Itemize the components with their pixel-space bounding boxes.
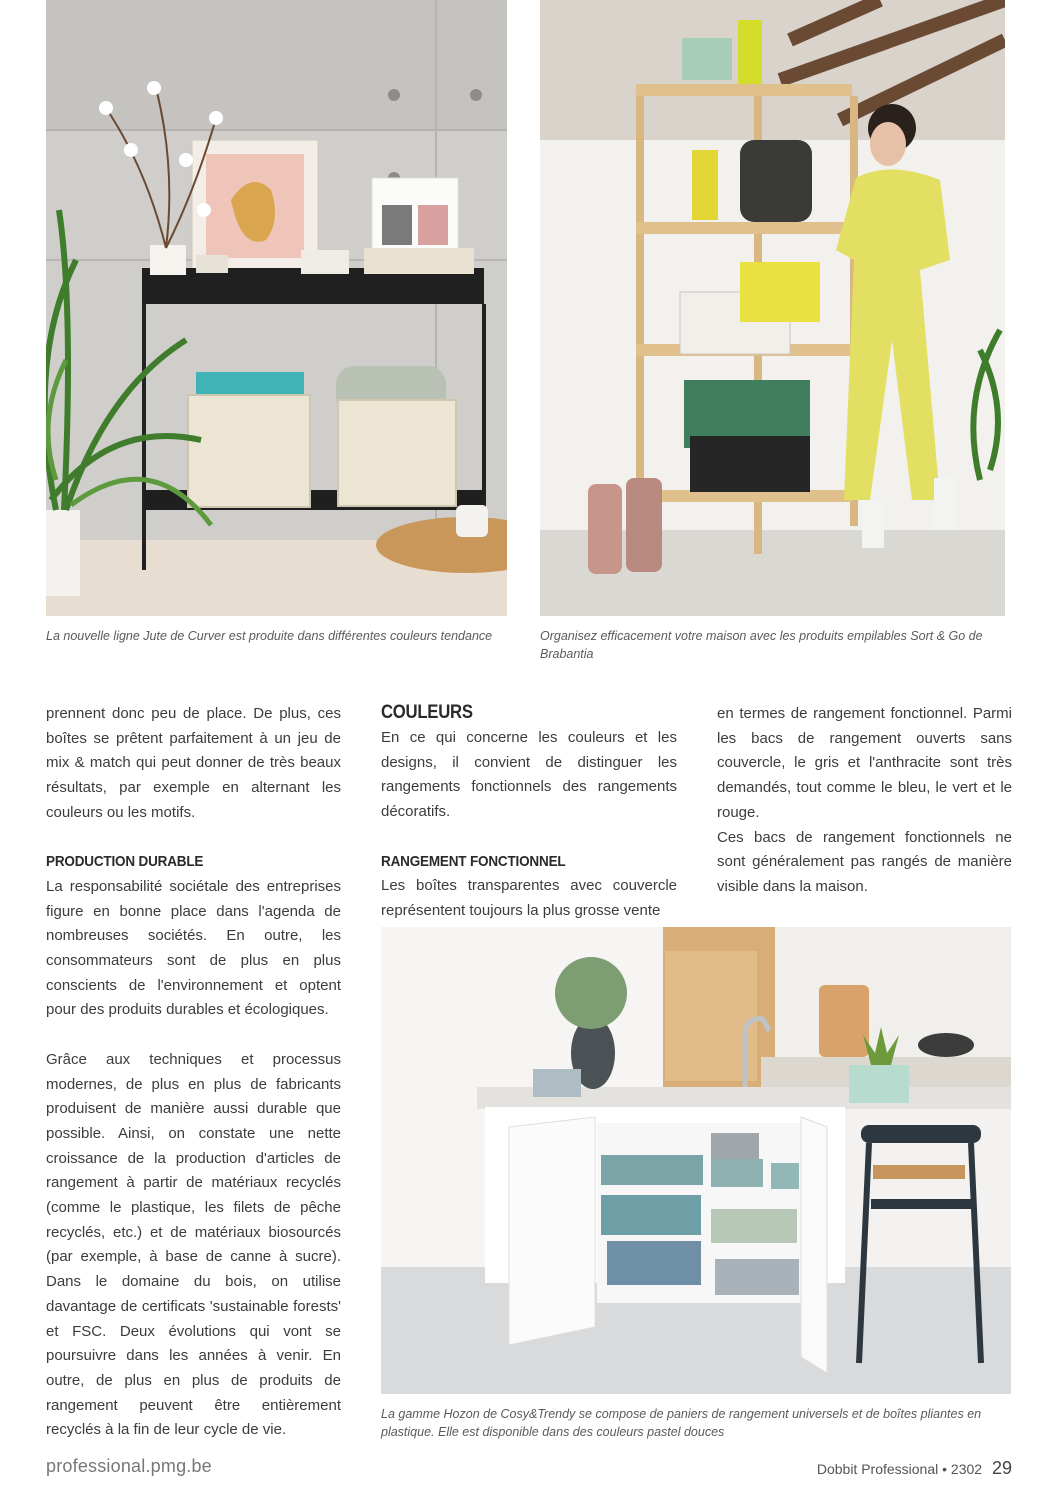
caption-top-right: Organisez efficacement votre maison avec les produits empilables Sort & Go de Brabantia xyxy=(540,629,983,661)
col1-paragraph-3: Grâce aux techniques et processus modernes, de plus en plus de fabricants produisent de manière aussi durable que possible. Ainsi, on constate une nette croissance de la production d'articles de rangement à partir de matériaux recyclés (comme le plastique, les filets de pêche recyclés, etc.) et de matériaux biosourcés (par exemple, à base de canne à sucre). Dans le domaine du bois, on utilise davantage de certificats 'sustainable forests' et FSC. Deux évolutions qui vont se poursuivre dans les années à venir. En outre, de plus en plus de produits de rangement peuvent être entièrement recyclés à la fin de leur cycle de vie. xyxy=(46,1050,341,1439)
photo-jute-baskets xyxy=(46,0,507,616)
col3-paragraph-2: Ces bacs de rangement fonctionnels ne sont généralement pas rangés de manière visible dans la maison. xyxy=(717,828,1012,895)
col2-paragraph-2: Les boîtes transparentes avec couvercle représentent toujours la plus grosse vente xyxy=(381,877,677,919)
caption-bottom: La gamme Hozon de Cosy&Trendy se compose de paniers de rangement universels et de boîtes pliantes en plastique. Elle est disponible dans des couleurs pastel douces xyxy=(381,1407,982,1439)
page-number: 29 xyxy=(991,1458,1012,1478)
footer-website[interactable]: professional.pmg.be xyxy=(46,1456,212,1476)
column-1 xyxy=(46,702,341,1443)
footer-info xyxy=(817,1458,1012,1479)
heading-rangement-fonctionnel: RANGEMENT FONCTIONNEL xyxy=(381,852,566,870)
column-3 xyxy=(717,702,1012,900)
heading-couleurs: COULEURS xyxy=(381,702,473,723)
heading-production-durable: PRODUCTION DURABLE xyxy=(46,853,204,871)
footer-magazine: Dobbit Professional • 2302 xyxy=(816,1461,983,1477)
column-2 xyxy=(381,700,677,924)
col1-paragraph-2: La responsabilité sociétale des entreprises figure en bonne place dans l'agenda de nombreuses sociétés. En outre, les consommateurs sont de plus en plus conscients de l'environnement et optent pour des produits durables et écologiques. xyxy=(46,877,341,1019)
col2-paragraph-1: En ce qui concerne les couleurs et les designs, il convient de distinguer les rangements fonctionnels des rangements décoratifs. xyxy=(381,729,677,821)
caption-top-left: La nouvelle ligne Jute de Curver est produite dans différentes couleurs tendance xyxy=(46,629,493,643)
col3-paragraph-1: en termes de rangement fonctionnel. Parmi les bacs de rangement ouverts sans couvercle, le gris et l'anthracite sont très demandés, tout comme le bleu, le vert et le rouge. xyxy=(717,705,1012,821)
photo-sort-and-go xyxy=(540,0,1005,616)
photo-hozon-kitchen xyxy=(381,927,1011,1394)
col1-paragraph-1: prennent donc peu de place. De plus, ces boîtes se prêtent parfaitement à un jeu de mix & match qui peut donner de très beaux résultats, par exemple en alternant les couleurs ou les motifs. xyxy=(46,705,341,821)
